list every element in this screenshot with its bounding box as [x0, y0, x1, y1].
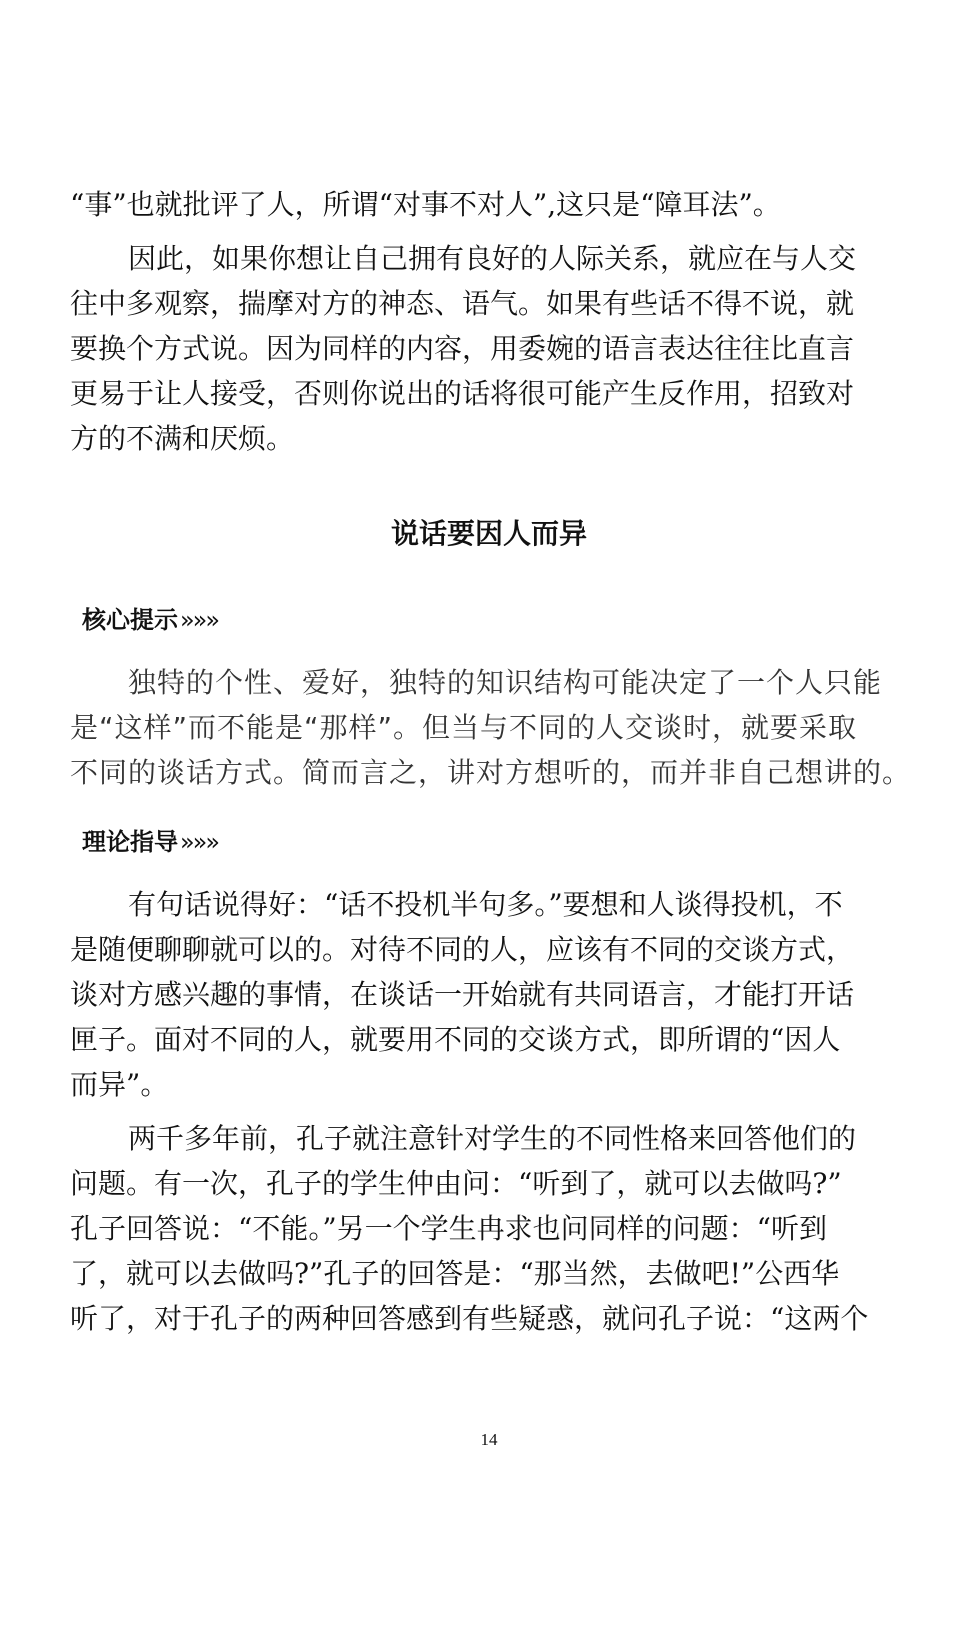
- paragraph-interpersonal: [70, 236, 890, 461]
- text-line: 是“这样”而不能是“那样”。但当与不同的人交谈时，就要采取: [70, 711, 858, 744]
- core-hint-paragraph: [70, 660, 912, 795]
- text-line: 有句话说得好：“话不投机半句多。”要想和人谈得投机，不: [128, 888, 843, 921]
- text-line: 两千多年前，孔子就注意针对学生的不同性格来回答他们的: [128, 1122, 857, 1155]
- text-line: 而异”。: [70, 1068, 169, 1101]
- text-line: “事”也就批评了人，所谓“对事不对人”,这只是“障耳法”。: [70, 188, 781, 221]
- text-line: 更易于让人接受，否则你说出的话将很可能产生反作用，招致对: [70, 377, 855, 410]
- text-line: 因此，如果你想让自己拥有良好的人际关系，就应在与人交: [128, 242, 857, 275]
- text-line: 不同的谈话方式。简而言之，讲对方想听的，而并非自己想讲的。: [70, 756, 912, 789]
- core-hint-heading: [82, 602, 218, 638]
- text-line: 谈对方感兴趣的事情，在谈话一开始就有共同语言，才能打开话: [70, 978, 855, 1011]
- text-line: 要换个方式说。因为同样的内容，用委婉的语言表达往往比直言: [70, 332, 855, 365]
- theory-guide-heading: [82, 824, 218, 860]
- text-line: 问题。有一次，孔子的学生仲由问：“听到了，就可以去做吗?”: [70, 1167, 842, 1200]
- text-line: 往中多观察，揣摩对方的神态、语气。如果有些话不得不说，就: [70, 287, 855, 320]
- text-line: 听了，对于孔子的两种回答感到有些疑惑，就问孔子说：“这两个: [70, 1302, 869, 1335]
- text-line: 方的不满和厌烦。: [70, 422, 295, 455]
- theory-paragraph-1: [70, 882, 890, 1107]
- core-hint-label: 核心提示: [82, 606, 178, 634]
- arrows-icon: »»»: [180, 606, 219, 634]
- text-line: 孔子回答说：“不能。”另一个学生冉求也问同样的问题：“听到: [70, 1212, 827, 1245]
- theory-paragraph-2: [70, 1116, 890, 1341]
- arrows-icon: »»»: [180, 828, 219, 856]
- text-line: 了，就可以去做吗?”孔子的回答是：“那当然，去做吧!”公西华: [70, 1257, 840, 1290]
- paragraph-continuation: [70, 182, 890, 227]
- page-number: 14: [480, 1430, 498, 1449]
- text-line: 是随便聊聊就可以的。对待不同的人，应该有不同的交谈方式，: [70, 933, 855, 966]
- text-line: 匣子。面对不同的人，就要用不同的交谈方式，即所谓的“因人: [70, 1023, 841, 1056]
- text-line: 独特的个性、爱好，独特的知识结构可能决定了一个人只能: [128, 666, 883, 699]
- section-title: 说话要因人而异: [390, 517, 587, 550]
- theory-guide-label: 理论指导: [82, 828, 178, 856]
